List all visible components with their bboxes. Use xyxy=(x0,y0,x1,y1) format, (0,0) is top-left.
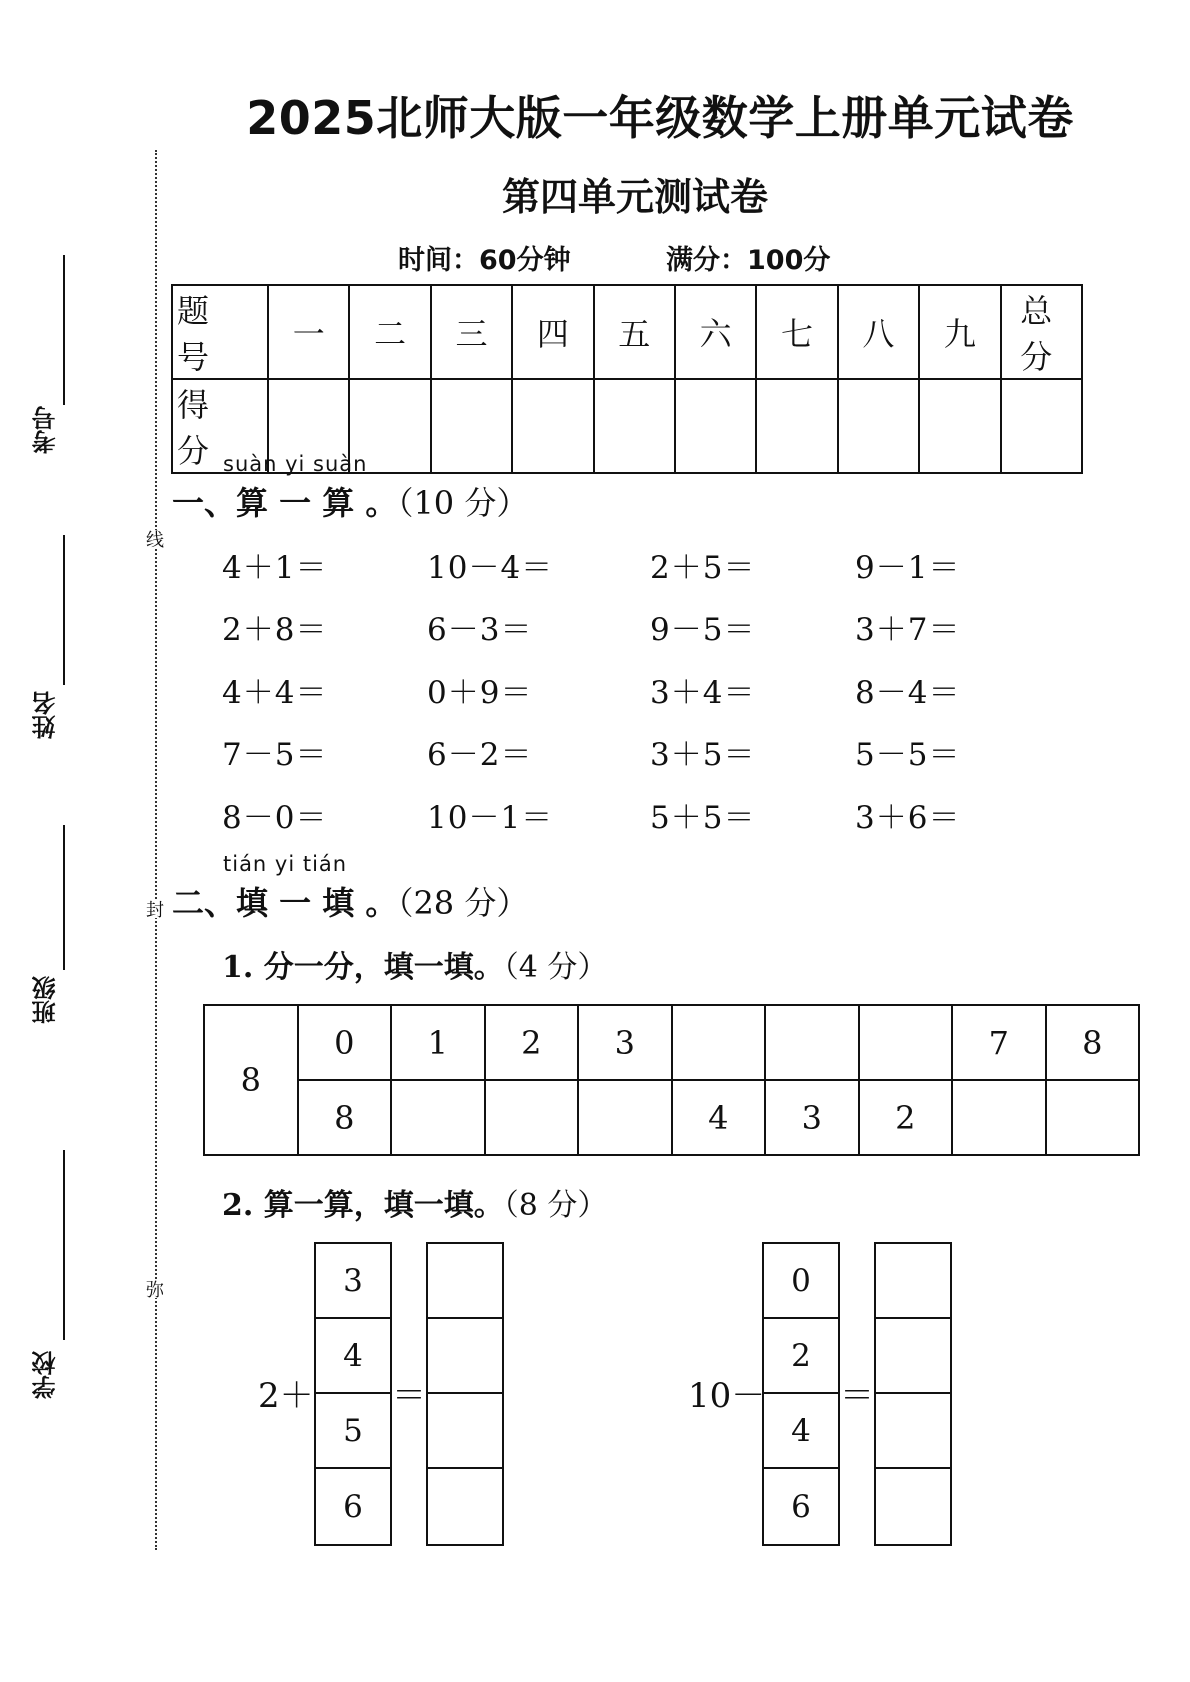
right-subtrahend: 4 xyxy=(764,1394,838,1469)
right-subtrahend: 2 xyxy=(764,1319,838,1394)
split-top-row xyxy=(204,1005,1139,1080)
arith-problem: 3＋6＝ xyxy=(855,800,961,836)
section1-heading xyxy=(172,478,528,524)
split-blank[interactable] xyxy=(672,1005,766,1080)
cut-mark-seal: 封 xyxy=(143,900,164,918)
left-addend: 6 xyxy=(343,1488,363,1525)
answer-blank[interactable] xyxy=(428,1244,502,1319)
split-blank[interactable] xyxy=(391,1080,485,1155)
score-cell[interactable] xyxy=(756,379,837,473)
split-cell: 1 xyxy=(391,1005,485,1080)
page-title: 2025北师大版一年级数学上册单元试卷 xyxy=(246,91,1074,145)
split-blank[interactable] xyxy=(765,1005,859,1080)
arith-problem: 10－1＝ xyxy=(427,800,554,836)
answer-blank[interactable] xyxy=(428,1469,502,1544)
score-cell[interactable] xyxy=(594,379,675,473)
arith-problem: 5＋5＝ xyxy=(650,800,756,836)
score-cell[interactable] xyxy=(1001,379,1082,473)
class-line xyxy=(63,825,65,970)
score-table-header: 四 xyxy=(512,285,593,379)
split-cell: 3 xyxy=(765,1080,859,1155)
section2-title: 二、填 一 填 。 xyxy=(172,884,398,922)
score-table-header: 七 xyxy=(756,285,837,379)
score-cell[interactable] xyxy=(512,379,593,473)
score-table-header: 二 xyxy=(349,285,430,379)
answer-blank[interactable] xyxy=(876,1394,950,1469)
score-row-label: 得 分 xyxy=(172,379,268,473)
name-line xyxy=(63,535,65,685)
score-table-header: 六 xyxy=(675,285,756,379)
cut-mark-line: 线 xyxy=(143,530,164,548)
arith-problem: 8－0＝ xyxy=(222,800,328,836)
school-line xyxy=(63,1150,65,1340)
page-subtitle: 第四单元测试卷 xyxy=(501,175,768,219)
left-addend: 5 xyxy=(316,1394,390,1469)
score-table-header: 九 xyxy=(919,285,1000,379)
score-table-header: 三 xyxy=(431,285,512,379)
left-equals: ＝ xyxy=(392,1376,426,1416)
split-cell: 3 xyxy=(578,1005,672,1080)
right-subtrahend: 0 xyxy=(764,1244,838,1319)
split-blank[interactable] xyxy=(485,1080,579,1155)
split-cell: 2 xyxy=(485,1005,579,1080)
number-split-table xyxy=(203,1004,1140,1156)
cut-mark-secret: 弥 xyxy=(143,1280,164,1298)
binding-dotted-line xyxy=(155,150,157,1550)
exam-number-line xyxy=(63,255,65,405)
section1-pinyin: suàn yi suàn xyxy=(223,452,368,476)
split-bottom-row xyxy=(204,1080,1139,1155)
score-table-header-row xyxy=(172,285,1082,379)
score-table xyxy=(171,284,1083,474)
section2-q1-heading xyxy=(222,942,607,986)
right-answer-column xyxy=(874,1242,952,1546)
arith-problem: 10－4＝ xyxy=(427,550,554,586)
arith-problem: 7－5＝ xyxy=(222,737,328,773)
q1-score: （4 分） xyxy=(503,950,608,985)
answer-blank[interactable] xyxy=(876,1244,950,1319)
split-cell: 8 xyxy=(298,1080,392,1155)
answer-blank[interactable] xyxy=(428,1394,502,1469)
answer-blank[interactable] xyxy=(428,1319,502,1394)
answer-blank[interactable] xyxy=(876,1319,950,1394)
arith-problem: 3＋5＝ xyxy=(650,737,756,773)
split-cell: 2 xyxy=(859,1080,953,1155)
q2-score: （8 分） xyxy=(503,1188,608,1223)
score-table-header: 五 xyxy=(594,285,675,379)
split-total: 8 xyxy=(204,1005,298,1155)
split-cell: 8 xyxy=(1046,1005,1140,1080)
class-label: 班级 xyxy=(32,976,60,1024)
arith-problem: 8－4＝ xyxy=(855,675,961,711)
exam-full-score: 满分：100分 xyxy=(666,245,831,276)
school-label: 学校 xyxy=(32,1351,60,1399)
arith-problem: 9－1＝ xyxy=(855,550,961,586)
exam-number-label: 考号 xyxy=(32,406,60,454)
arith-problem: 4＋4＝ xyxy=(222,675,328,711)
left-prefix: 2＋ xyxy=(258,1376,314,1416)
left-addend: 3 xyxy=(316,1244,390,1319)
section2-q2-heading xyxy=(222,1180,607,1224)
score-cell[interactable] xyxy=(838,379,919,473)
arith-problem: 3＋4＝ xyxy=(650,675,756,711)
q1-label: 1. 分一分，填一填。 xyxy=(222,950,504,985)
score-table-header: 一 xyxy=(268,285,349,379)
arith-problem: 2＋8＝ xyxy=(222,612,328,648)
score-table-header: 总 分 xyxy=(1001,285,1082,379)
split-blank[interactable] xyxy=(578,1080,672,1155)
split-blank[interactable] xyxy=(859,1005,953,1080)
right-equals: ＝ xyxy=(840,1376,874,1416)
section2-pinyin: tián yi tián xyxy=(223,852,348,876)
left-answer-column xyxy=(426,1242,504,1546)
arith-problem: 6－3＝ xyxy=(427,612,533,648)
section1-score: （10 分） xyxy=(397,484,529,522)
split-cell: 0 xyxy=(298,1005,392,1080)
arith-problem: 5－5＝ xyxy=(855,737,961,773)
score-cell[interactable] xyxy=(919,379,1000,473)
split-cell: 7 xyxy=(952,1005,1046,1080)
section2-score: （28 分） xyxy=(397,884,529,922)
score-table-header: 题 号 xyxy=(172,285,268,379)
score-table-header: 八 xyxy=(838,285,919,379)
exam-time: 时间：60分钟 xyxy=(398,245,571,276)
arith-problem: 9－5＝ xyxy=(650,612,756,648)
arith-problem: 2＋5＝ xyxy=(650,550,756,586)
answer-blank[interactable] xyxy=(876,1469,950,1544)
split-blank[interactable] xyxy=(1046,1080,1140,1155)
arith-problem: 6－2＝ xyxy=(427,737,533,773)
score-cell[interactable] xyxy=(675,379,756,473)
q2-label: 2. 算一算，填一填。 xyxy=(222,1188,504,1223)
right-subtrahend-column xyxy=(762,1242,840,1546)
split-cell: 4 xyxy=(672,1080,766,1155)
right-subtrahend: 6 xyxy=(791,1488,811,1525)
score-cell[interactable] xyxy=(431,379,512,473)
section2-heading xyxy=(172,878,528,924)
arith-problem: 4＋1＝ xyxy=(222,550,328,586)
left-addend-column xyxy=(314,1242,392,1546)
name-label: 姓名 xyxy=(32,691,60,739)
split-blank[interactable] xyxy=(952,1080,1046,1155)
right-prefix: 10－ xyxy=(688,1376,766,1416)
section1-title: 一、算 一 算 。 xyxy=(172,484,398,522)
left-addend: 4 xyxy=(316,1319,390,1394)
arith-problem: 3＋7＝ xyxy=(855,612,961,648)
arith-problem: 0＋9＝ xyxy=(427,675,533,711)
